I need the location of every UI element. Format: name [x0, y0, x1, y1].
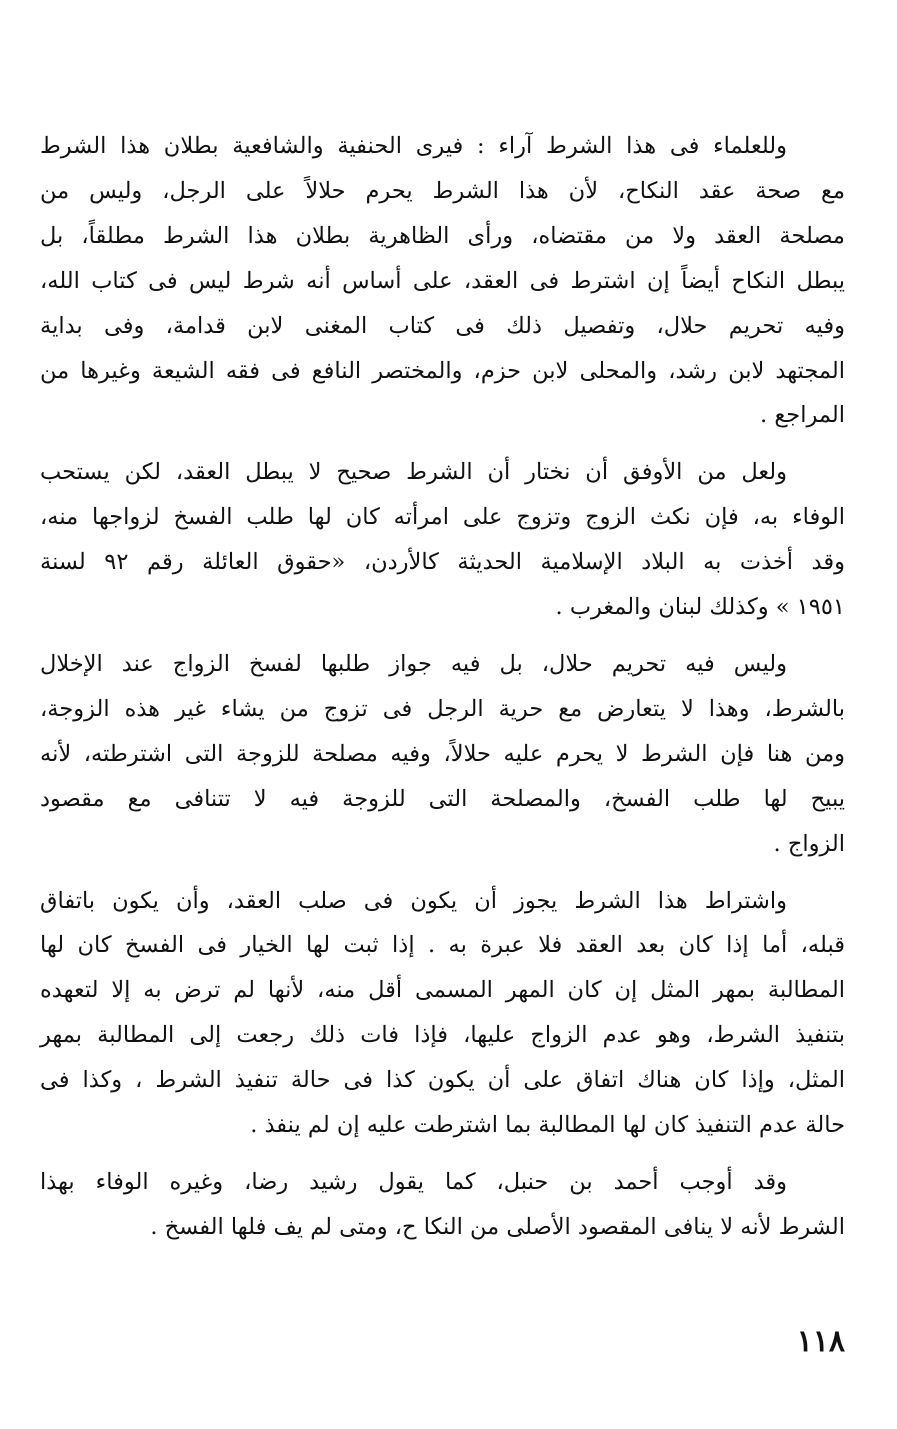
text-line: قبله، أما إذا كان بعد العقد فلا عبرة به . إذا ثبت لها الخيار فى الفسخ كان لها	[40, 932, 845, 959]
text-line: وفيه تحريم حلال، وتفصيل ذلك فى كتاب المغنى لابن قدامة، وفى بداية	[40, 312, 845, 339]
text-line: الوفاء به، فإن نكث الزوج وتزوج على امرأته كان لها طلب الفسخ لزواجها منه،	[40, 504, 845, 531]
text-line: بالشرط، وهذا لا يتعارض مع حرية الرجل فى تزوج من يشاء غير هذه الزوجة،	[40, 695, 845, 722]
text-line: بتنفيذ الشرط، وهو عدم الزواج عليها، فإذا فات ذلك رجعت إلى المطالبة بمهر	[40, 1022, 845, 1049]
text-line: المراجع .	[760, 402, 845, 429]
text-line: الزواج .	[773, 830, 845, 857]
paragraph-2	[40, 450, 845, 630]
paragraph-5	[40, 1160, 845, 1250]
text-line: ١٩٥١ » وكذلك لبنان والمغرب .	[555, 594, 845, 621]
text-line: ومن هنا فإن الشرط لا يحرم عليه حلالاً، وفيه مصلحة للزوجة التى اشترطته، لأنه	[40, 740, 845, 767]
page-number: ١١٨	[796, 1324, 845, 1359]
text-line: الشرط لأنه لا ينافى المقصود الأصلى من النكا ح، ومتى لم يف فلها الفسخ .	[150, 1213, 845, 1240]
text-line: ولعل من الأوفق أن نختار أن الشرط صحيح لا يبطل العقد، لكن يستحب	[40, 459, 787, 486]
text-line: واشتراط هذا الشرط يجوز أن يكون فى صلب العقد، وأن يكون باتفاق	[40, 887, 787, 914]
text-line: المثل، وإذا كان هناك اتفاق على أن يكون كذا فى حالة تنفيذ الشرط ، وكذا فى	[40, 1067, 845, 1094]
text-line: وللعلماء فى هذا الشرط آراء : فيرى الحنفية والشافعية بطلان هذا الشرط	[40, 133, 787, 159]
text-line: حالة عدم التنفيذ كان لها المطالبة بما اشترطت عليه إن لم ينفذ .	[250, 1112, 845, 1139]
text-line: وقد أوجب أحمد بن حنبل، كما يقول رشيد رضا، وغيره الوفاء بهذا	[40, 1168, 787, 1195]
text-line: يبيح لها طلب الفسخ، والمصلحة التى للزوجة فيه لا تتنافى مع مقصود	[40, 785, 845, 812]
text-line: المطالبة بمهر المثل إن كان المهر المسمى أقل منه، لأنها لم ترض به إلا لتعهده	[40, 977, 845, 1004]
paragraph-3	[40, 642, 845, 867]
text-line: مع صحة عقد النكاح، لأن هذا الشرط يحرم حلالاً على الرجل، وليس من	[40, 177, 845, 204]
text-line: وقد أخذت به البلاد الإسلامية الحديثة كالأردن، «حقوق العائلة رقم ٩٢ لسنة	[40, 549, 845, 576]
paragraph-4	[40, 879, 845, 1148]
text-line: المجتهد لابن رشد، والمحلى لابن حزم، والمختصر النافع فى فقه الشيعة وغيرها من	[40, 357, 845, 384]
paragraph-1	[40, 124, 845, 438]
text-line: وليس فيه تحريم حلال، بل فيه جواز طلبها لفسخ الزواج عند الإخلال	[40, 650, 787, 677]
body-text	[40, 124, 845, 1262]
text-line: مصلحة العقد ولا من مقتضاه، ورأى الظاهرية بطلان هذا الشرط مطلقاً، بل	[40, 222, 845, 249]
text-line: يبطل النكاح أيضاً إن اشترط فى العقد، على أساس أنه شرط ليس فى كتاب الله،	[40, 267, 845, 294]
